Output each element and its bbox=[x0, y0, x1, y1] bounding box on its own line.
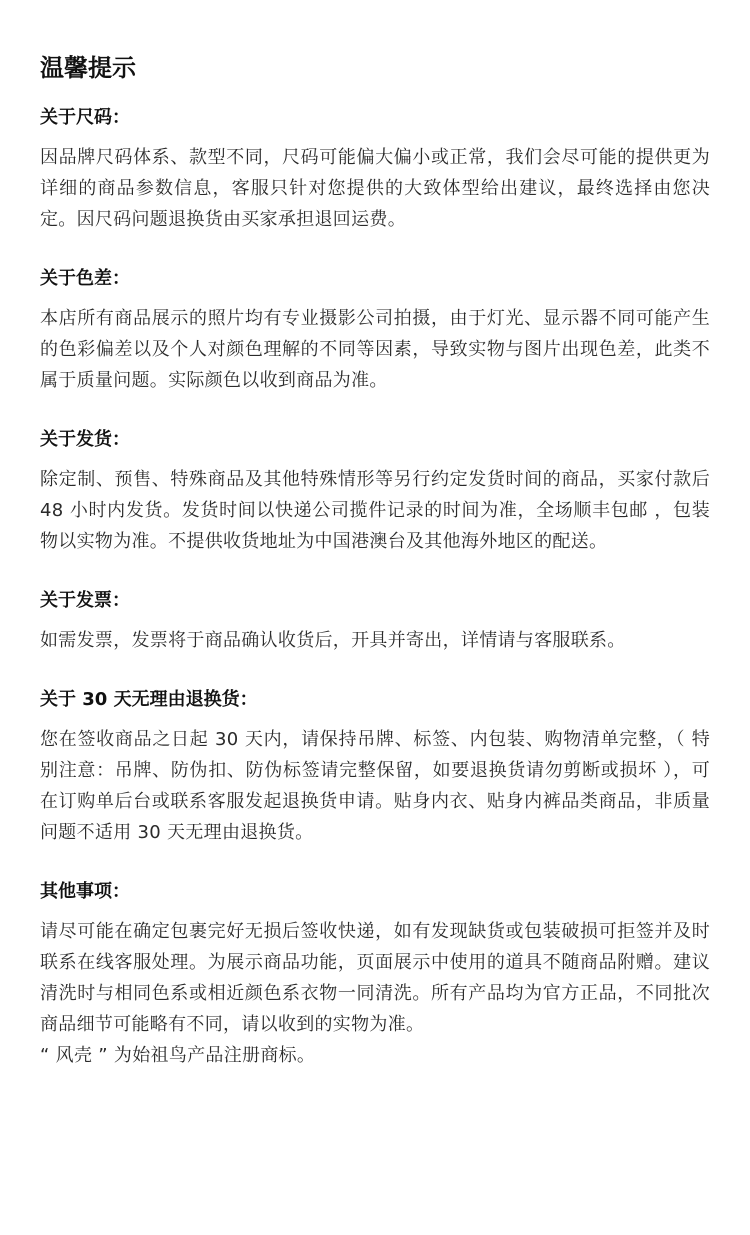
section-body bbox=[40, 625, 710, 656]
section-invoice bbox=[40, 587, 710, 656]
section-30-day-return bbox=[40, 686, 710, 848]
trademark-note: “ 风壳 ” 为始祖鸟产品注册商标。 bbox=[40, 1045, 316, 1066]
section-body bbox=[40, 724, 710, 848]
section-shipping bbox=[40, 426, 710, 557]
section-paragraph: 除定制、预售、特殊商品及其他特殊情形等另行约定发货时间的商品，买家付款后 48 小时内发货。发货时间以快递公司揽件记录的时间为准，全场顺丰包邮 ，包装物以实物为准。不提供收货地址为中国港澳台及其他海外地区的配送。 bbox=[40, 469, 710, 552]
section-paragraph: 本店所有商品展示的照片均有专业摄影公司拍摄，由于灯光、显示器不同可能产生的色彩偏差以及个人对颜色理解的不同等因素，导致实物与图片出现色差，此类不属于质量问题。实际颜色以收到商品为准。 bbox=[40, 308, 710, 391]
section-body bbox=[40, 916, 710, 1071]
section-heading: 关于色差： bbox=[40, 268, 130, 289]
section-paragraph: 因品牌尺码体系、款型不同，尺码可能偏大偏小或正常，我们会尽可能的提供更为详细的商品参数信息，客服只针对您提供的大致体型给出建议，最终选择由您决定。因尺码问题退换货由买家承担退回运费。 bbox=[40, 147, 710, 230]
section-heading: 关于发票： bbox=[40, 590, 130, 611]
section-paragraph: 如需发票，发票将于商品确认收货后，开具并寄出，详情请与客服联系。 bbox=[40, 630, 626, 651]
section-heading: 关于发货： bbox=[40, 429, 130, 450]
section-paragraph: 请尽可能在确定包裹完好无损后签收快递，如有发现缺货或包装破损可拒签并及时联系在线客服处理。为展示商品功能，页面展示中使用的道具不随商品附赠。建议清洗时与相同色系或相近颜色系衣物一同清洗。所有产品均为官方正品，不同批次商品细节可能略有不同，请以收到的实物为准。 bbox=[40, 921, 710, 1035]
section-color-difference bbox=[40, 265, 710, 396]
section-other-matters bbox=[40, 878, 710, 1071]
section-body bbox=[40, 303, 710, 396]
section-heading: 关于尺码： bbox=[40, 107, 130, 128]
section-body bbox=[40, 142, 710, 235]
section-heading: 其他事项： bbox=[40, 881, 130, 902]
section-heading: 关于 30 天无理由退换货： bbox=[40, 689, 258, 710]
page-title: 温馨提示 bbox=[40, 54, 136, 82]
section-paragraph: 您在签收商品之日起 30 天内，请保持吊牌、标签、内包装、购物清单完整，（ 特别注意：吊牌、防伪扣、防伪标签请完整保留，如要退换货请勿剪断或损坏 ），可在订购单后台或联系客服发起退换货申请。贴身内衣、贴身内裤品类商品，非质量问题不适用 30 天无理由退换货。 bbox=[40, 729, 710, 843]
section-body bbox=[40, 464, 710, 557]
section-size bbox=[40, 104, 710, 235]
